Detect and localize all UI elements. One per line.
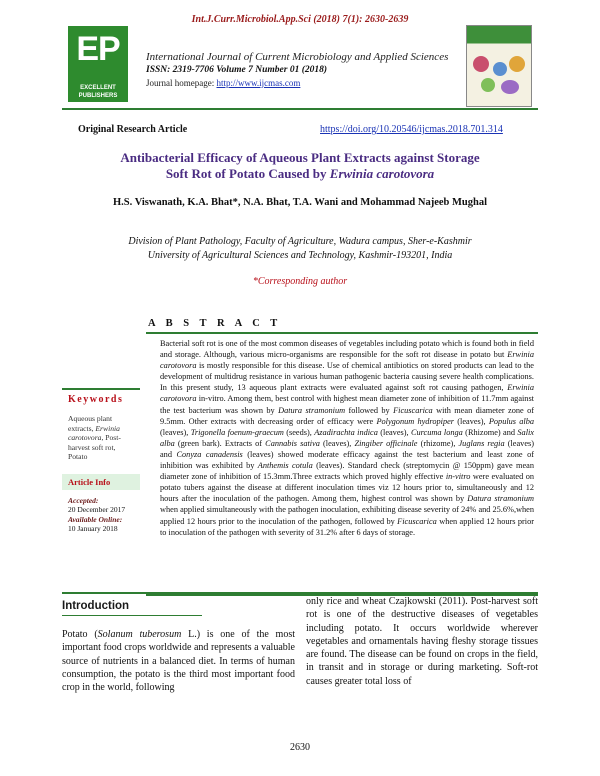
cover-decoration <box>493 62 507 76</box>
italic-text: Salix alba <box>160 427 534 448</box>
logo-text: EXCELLENT PUBLISHERS <box>78 85 118 99</box>
keywords-heading: Keywords <box>62 388 140 408</box>
italic-text: Solanum tuberosum <box>97 629 182 640</box>
italic-text: Erwinia carotovora <box>160 383 534 404</box>
text-run: (Rhizome) and <box>462 427 518 437</box>
introduction-heading: Introduction <box>62 600 202 616</box>
article-type: Original Research Article <box>78 124 188 135</box>
italic-text: Juglans regia <box>458 438 505 448</box>
abstract-body <box>160 338 534 538</box>
italic-text: Ficuscarica <box>393 405 433 415</box>
homepage-link[interactable]: http://www.ijcmas.com <box>216 78 301 88</box>
journal-homepage <box>146 78 300 88</box>
available-online-date: 10 January 2018 <box>68 524 118 534</box>
text-run: when applied simultaneously with the pathogen inoculation, exhibiting disease severity of 24% and 25.6%,when applied 12 hours prior to the inoculation of the pathogen, followed by <box>160 505 534 526</box>
article-title <box>62 150 538 182</box>
title-line-2-italic: Erwinia carotovora <box>329 166 435 181</box>
italic-text: Cannabis sativa <box>265 438 320 448</box>
text-run: followed by <box>345 405 394 415</box>
logo-letters: EP <box>76 30 120 68</box>
publisher-logo <box>68 26 128 102</box>
text-run: (leaves) showed moderate efficacy against the test bacterium and least zone of inhibition was exhibited by <box>160 449 534 471</box>
italic-text: Trigonella foenum-graecum <box>190 427 284 437</box>
homepage-label: Journal homepage: <box>146 78 217 88</box>
journal-cover-image <box>466 25 532 107</box>
journal-name: International Journal of Current Microbiology and Applied Sciences <box>146 51 449 63</box>
italic-text: Conyza canadensis <box>176 449 243 459</box>
text-run: (seeds), <box>283 427 315 437</box>
italic-text: Curcuma longa <box>410 427 463 437</box>
article-info-heading: Article Info <box>62 474 140 490</box>
affiliation-line-1: Division of Plant Pathology, Faculty of Agriculture, Wadura campus, Sher-e-Kashmir <box>128 236 472 247</box>
text-run: (leaves), <box>377 427 411 437</box>
doi-link[interactable]: https://doi.org/10.20546/ijcmas.2018.701.314 <box>320 124 503 135</box>
author-list: H.S. Viswanath, K.A. Bhat*, N.A. Bhat, T.A. Wani and Mohammad Najeeb Mughal <box>113 197 487 208</box>
italic-text: Polygonum hydropiper <box>376 416 455 426</box>
text-run: when applied 12 hours prior to inoculation of the pathogen with severity of 31.2% after 6 days of storage. <box>160 516 534 537</box>
text-run: L.) is one of the most important food crops worldwide and represents a valuable source of nutrients in a balanced diet. In terms of human consumption, the potato is the third most important food crop in the world, following <box>62 629 296 694</box>
text-run: Aqueous plant extracts, <box>68 414 113 433</box>
available-online-label: Available Online: <box>68 514 123 524</box>
cover-decoration <box>509 56 525 72</box>
issn-line: ISSN: 2319-7706 Volume 7 Number 01 (2018) <box>146 65 328 75</box>
italic-text: in-vitro <box>445 472 471 482</box>
cover-decoration <box>473 56 489 72</box>
text-run: (rhizome), <box>417 438 459 448</box>
text-run: only rice and wheat Czajkowski (2011). Post-harvest soft rot is one of the destructive diseases of vegetables including potato. It occurs worldwide wherever vegetables and ornamentals having fleshy storage tissues are found. The disease can be found on crops in the field, in transit and in storage or during marketing. Soft-rot causes greater total loss of <box>306 596 538 687</box>
italic-text: Datura stramonium <box>278 405 346 415</box>
text-run: (leaves), <box>454 416 489 426</box>
introduction-column-left <box>62 628 295 694</box>
text-run: (leaves), <box>319 438 355 448</box>
italic-text: Erwinia carotovora <box>68 423 120 443</box>
italic-text: Zingiber officinale <box>354 438 418 448</box>
introduction-column-right <box>306 595 538 688</box>
italic-text: Ficuscarica <box>397 516 437 526</box>
article-sidebar <box>62 388 140 534</box>
italic-text: Datura stramonium <box>467 494 534 504</box>
abstract-heading: A B S T R A C T <box>148 318 282 329</box>
affiliation <box>62 235 538 263</box>
text-run: (leaves). Standard check (streptomycin @ 150ppm) gave mean diameter zone of inhibition of 15.3mm.Three extracts which proved highly effective <box>160 461 534 482</box>
accepted-date: 20 December 2017 <box>68 505 126 515</box>
title-line-1: Antibacterial Efficacy of Aqueous Plant Extracts against Storage <box>120 150 480 165</box>
affiliation-line-2: University of Agricultural Sciences and Technology, Kashmir-193201, India <box>147 250 453 261</box>
accepted-label: Accepted: <box>68 495 99 505</box>
text-run: , Post-harvest soft rot, Potato <box>68 433 121 462</box>
header-divider <box>62 108 538 110</box>
text-run: in-vitro. Among them, best control with highest mean diameter zone of inhibition of 11.7mm against the test bacterium was shown by <box>160 394 534 415</box>
text-run: were evaluated on potato tubers against the disease at different inoculation times viz 12 hours prior to, simultaneously and 12 hours after the inoculation of the pathogen. Among them, highest control was shown by <box>160 472 534 504</box>
italic-text: Anthemis cotula <box>257 461 313 471</box>
text-run: with mean diameter zone of 9.5mm. Other extracts with decreasing order of efficacy were <box>160 405 535 426</box>
article-dates <box>62 490 140 534</box>
text-run: Bacterial soft rot is one of the most common diseases of vegetables including potato which is found both in field and storage. Although, various micro-organisms are responsible for the soft rot disease in potato but <box>160 339 534 360</box>
italic-text: Azadirachta indica <box>314 427 378 437</box>
text-run: (leaves) and <box>160 438 534 459</box>
corresponding-author-note: *Corresponding author <box>252 276 348 287</box>
text-run: Potato ( <box>62 629 98 640</box>
title-line-2: Soft Rot of Potato Caused by <box>165 166 330 181</box>
italic-text: Erwinia carotovora <box>160 350 534 371</box>
text-run: is mostly responsible for this disease. Use of chemical antibiotics on stored products can lead to the development of multidrug resistance in various human pathogenic bacteria causing severe health complications. In this present study, 13 aqueous plant extracts were evaluated against soft rot causing pathogen, <box>160 361 534 393</box>
page-number: 2630 <box>290 742 310 753</box>
italic-text: Populus alba <box>488 416 535 426</box>
abstract-divider <box>62 592 538 594</box>
journal-reference: Int.J.Curr.Microbiol.App.Sci (2018) 7(1): 2630-2639 <box>191 14 409 25</box>
keywords-list <box>62 408 140 462</box>
cover-decoration <box>501 80 519 94</box>
text-run: (green bark). Extracts of <box>174 438 266 448</box>
cover-decoration <box>481 78 495 92</box>
text-run: (leaves), <box>160 427 191 437</box>
